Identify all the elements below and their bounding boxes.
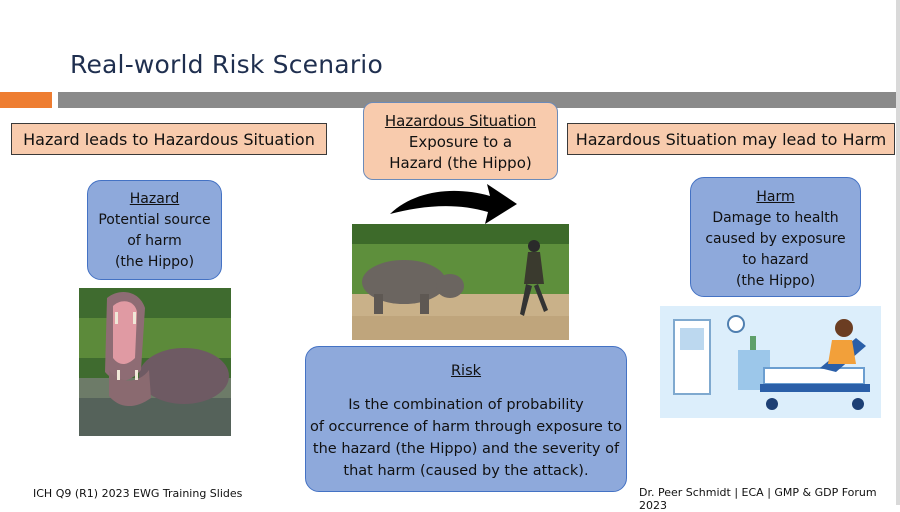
harm-line1: Damage to health — [712, 210, 839, 226]
hospital-illustration — [660, 306, 881, 418]
risk-line3: the hazard (the Hippo) and the severity of — [312, 441, 620, 457]
hazardous-situation-line1: Exposure to a — [408, 133, 513, 151]
harm-line2: caused by exposure — [705, 231, 846, 247]
footer-left: ICH Q9 (R1) 2023 EWG Training Slides — [33, 487, 243, 500]
hazard-line3: (the Hippo) — [114, 254, 195, 270]
risk-box — [305, 346, 627, 492]
scroll-edge — [896, 0, 900, 505]
hippo-chase-photo — [352, 224, 569, 340]
hazard-line1: Potential source — [98, 212, 211, 228]
curved-arrow-icon — [385, 182, 520, 230]
harm-box — [690, 177, 861, 297]
hippo-photo — [79, 288, 231, 436]
hazard-heading: Hazard — [129, 191, 180, 207]
hazard-leads-label: Hazard leads to Hazardous Situation — [11, 123, 327, 155]
footer-right: Dr. Peer Schmidt | ECA | GMP & GDP Forum 2023 — [639, 486, 877, 512]
hazardous-situation-heading: Hazardous Situation — [384, 112, 537, 130]
risk-heading: Risk — [450, 363, 482, 379]
hazardous-situation-box — [363, 102, 558, 180]
harm-leads-label: Hazardous Situation may lead to Harm — [567, 123, 895, 155]
hazard-box — [87, 180, 222, 280]
risk-line1: Is the combination of probability — [348, 397, 584, 413]
harm-line3: to hazard — [742, 252, 809, 268]
harm-line4: (the Hippo) — [735, 273, 816, 289]
harm-heading: Harm — [756, 189, 795, 205]
slide-title: Real-world Risk Scenario — [70, 50, 383, 79]
accent-bar-orange — [0, 92, 52, 108]
hazardous-situation-line2: Hazard (the Hippo) — [389, 154, 532, 172]
risk-line4: that harm (caused by the attack). — [343, 463, 589, 479]
risk-line2: of occurrence of harm through exposure to — [309, 419, 623, 435]
hazard-line2: of harm — [127, 233, 182, 249]
